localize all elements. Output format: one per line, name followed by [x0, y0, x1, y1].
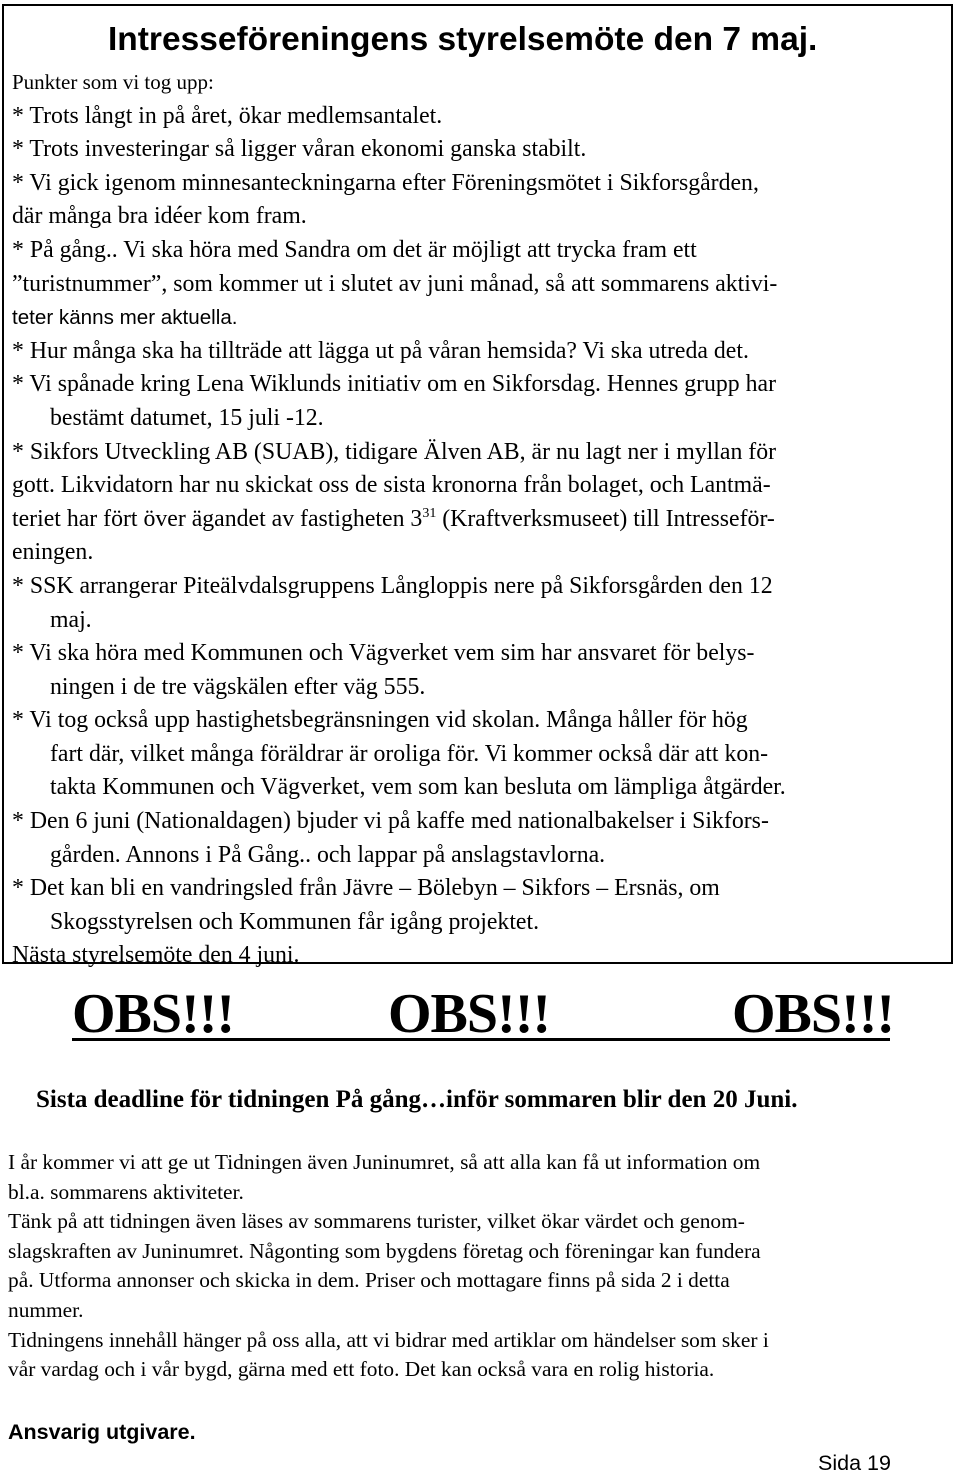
meeting-line — [12, 234, 954, 268]
info-line: I år kommer vi att ge ut Tidningen även Juninumret, så att alla kan få ut information om — [8, 1150, 761, 1174]
info-line: vår vardag och i vår bygd, gärna med ett foto. Det kan också vara en rolig historia. — [8, 1357, 715, 1382]
obs-label-2: OBS!!! — [388, 983, 550, 1045]
meeting-line-text: fart där, vilket många föräldrar är oroliga för. Vi kommer också där att kon- — [50, 740, 769, 767]
meeting-line — [12, 704, 954, 738]
obs-underline — [72, 1038, 890, 1041]
info-line: Tidningens innehåll hänger på oss alla, att vi bidrar med artiklar om händelser som sker i — [8, 1327, 769, 1352]
meeting-line-text: * Trots investeringar så ligger våran ekonomi ganska stabilt. — [12, 136, 587, 163]
info-line: bl.a. sommarens aktiviteter. — [8, 1179, 244, 1204]
meeting-notes — [12, 66, 954, 973]
meeting-line — [12, 133, 954, 167]
meeting-line — [12, 805, 954, 839]
obs-label-3: OBS!!! — [732, 983, 894, 1045]
meeting-line — [12, 469, 954, 503]
page-number: Sida 19 — [818, 1451, 891, 1475]
meeting-line — [12, 906, 954, 940]
superscript: 31 — [422, 505, 437, 521]
meeting-line-text: bestämt datumet, 15 juli -12. — [50, 404, 324, 431]
meeting-line-text: där många bra idéer kom fram. — [12, 203, 307, 230]
meeting-line-text: * Det kan bli en vandringsled från Jävre – Bölebyn – Sikfors – Ersnäs, om — [12, 875, 720, 902]
meeting-line — [12, 100, 954, 134]
meeting-line-text: Nästa styrelsemöte den 4 juni. — [12, 942, 300, 969]
meeting-line — [12, 335, 954, 369]
meeting-line-text: takta Kommunen och Vägverket, vem som kan besluta om lämpliga åtgärder. — [50, 774, 786, 801]
meeting-line-text: Punkter som vi tog upp: — [12, 70, 214, 94]
meeting-line-text: * Vi gick igenom minnesanteckningarna efter Föreningsmötet i Sikforsgården, — [12, 169, 759, 196]
meeting-line-text: * Vi spånade kring Lena Wiklunds initiativ om en Sikforsdag. Hennes grupp har — [12, 371, 777, 398]
info-paragraphs — [8, 1148, 953, 1385]
meeting-line — [12, 604, 954, 638]
meeting-line-text: gården. Annons i På Gång.. och lappar på anslagstavlorna. — [50, 841, 606, 868]
meeting-line — [12, 368, 954, 402]
meeting-line-text: eningen. — [12, 539, 94, 566]
meeting-line-text: ningen i de tre vägskälen efter väg 555. — [50, 673, 426, 700]
meeting-line — [12, 738, 954, 772]
meeting-title: Intresseföreningens styrelsemöte den 7 maj. — [108, 21, 818, 58]
meeting-line — [12, 402, 954, 436]
meeting-line-text: * Vi tog också upp hastighetsbegränsningen vid skolan. Många håller för hög — [12, 707, 748, 734]
meeting-line — [12, 66, 954, 100]
meeting-line-text: Skogsstyrelsen och Kommunen får igång projektet. — [50, 908, 540, 935]
meeting-line — [12, 771, 954, 805]
meeting-line — [12, 570, 954, 604]
meeting-line-text: * Vi ska höra med Kommunen och Vägverket vem sim har ansvaret för belys- — [12, 640, 755, 667]
meeting-line — [12, 536, 954, 570]
meeting-line — [12, 872, 954, 906]
obs-label-1: OBS!!! — [72, 983, 234, 1045]
meeting-line-text: ”turistnummer”, som kommer ut i slutet av juni månad, så att sommarens aktivi- — [12, 270, 778, 297]
meeting-line — [12, 436, 954, 470]
info-line: Tänk på att tidningen även läses av sommarens turister, vilket ökar värdet och genom- — [8, 1209, 745, 1234]
deadline-notice: Sista deadline för tidningen På gång…inför sommaren blir den 20 Juni. — [36, 1086, 798, 1113]
meeting-line — [12, 301, 954, 335]
meeting-line — [12, 637, 954, 671]
meeting-line-text: (Kraftverksmuseet) till Intresseför- — [436, 505, 775, 532]
publisher-label: Ansvarig utgivare. — [8, 1420, 196, 1444]
meeting-line-text: gott. Likvidatorn har nu skickat oss de sista kronorna från bolaget, och Lantmä- — [12, 472, 771, 499]
meeting-line — [12, 839, 954, 873]
meeting-line-text: * På gång.. Vi ska höra med Sandra om det är möjligt att trycka fram ett — [12, 236, 697, 263]
meeting-line-text: * SSK arrangerar Piteälvdalsgruppens Långloppis nere på Sikforsgården den 12 — [12, 572, 773, 599]
meeting-line-text: * Trots långt in på året, ökar medlemsantalet. — [12, 102, 443, 129]
info-line: på. Utforma annonser och skicka in dem. Priser och mottagare finns på sida 2 i detta — [8, 1268, 730, 1293]
meeting-line-text: teter känns mer aktuella. — [12, 306, 238, 330]
info-line: slagskraften av Juninumret. Någonting som bygdens företag och föreningar kan fundera — [8, 1238, 761, 1263]
meeting-line-text: * Sikfors Utveckling AB (SUAB), tidigare Älven AB, är nu lagt ner i myllan för — [12, 438, 777, 465]
meeting-line — [12, 268, 954, 302]
meeting-line-text: * Hur många ska ha tillträde att lägga ut på våran hemsida? Vi ska utreda det. — [12, 337, 749, 364]
meeting-line — [12, 167, 954, 201]
meeting-line — [12, 671, 954, 705]
meeting-line-text: maj. — [50, 606, 92, 633]
meeting-line — [12, 503, 954, 537]
meeting-line-text: * Den 6 juni (Nationaldagen) bjuder vi på kaffe med nationalbakelser i Sikfors- — [12, 808, 769, 835]
meeting-box — [2, 4, 953, 969]
info-line: nummer. — [8, 1297, 84, 1322]
meeting-line — [12, 200, 954, 234]
meeting-line — [12, 939, 954, 973]
meeting-line-text: teriet har fört över ägandet av fastigheten 3 — [12, 505, 423, 532]
